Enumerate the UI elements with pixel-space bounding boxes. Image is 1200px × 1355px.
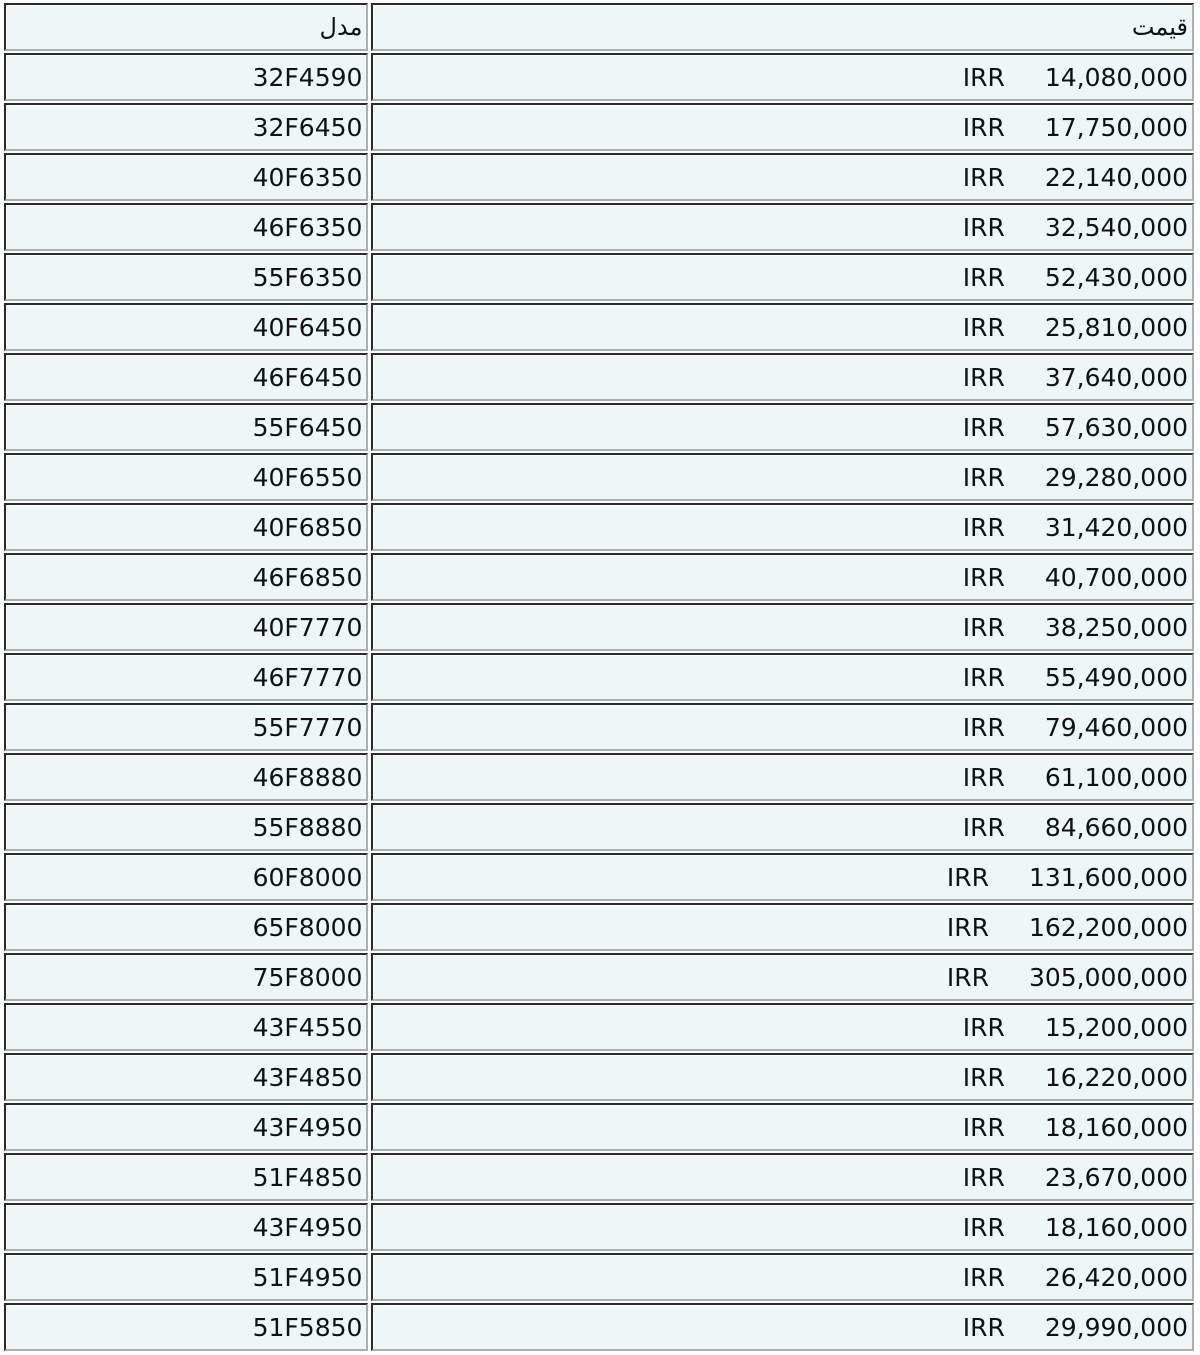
price-cell [371,53,1194,101]
table-row [4,503,1194,551]
price-amount: 31,420,000 [1044,512,1188,542]
currency-label: IRR [962,1112,1005,1142]
model-cell: 32F6450 [4,103,368,151]
currency-label: IRR [962,662,1005,692]
price-cell [371,953,1194,1001]
model-cell: 43F4950 [4,1203,368,1251]
model-cell: 43F4850 [4,1053,368,1101]
price-amount: 23,670,000 [1044,1162,1188,1192]
price-amount: 26,420,000 [1044,1262,1188,1292]
price-amount: 84,660,000 [1044,812,1188,842]
currency-label: IRR [962,512,1005,542]
price-table [1,1,1197,1353]
table-row [4,1203,1194,1251]
price-amount: 14,080,000 [1044,62,1188,92]
price-amount: 29,990,000 [1044,1312,1188,1342]
currency-label: IRR [962,112,1005,142]
table-row [4,753,1194,801]
table-header-row [4,3,1194,51]
currency-label: IRR [962,162,1005,192]
currency-label: IRR [962,362,1005,392]
table-row [4,203,1194,251]
currency-label: IRR [946,962,989,992]
header-model: مدل [4,3,368,51]
price-amount: 55,490,000 [1044,662,1188,692]
currency-label: IRR [962,1162,1005,1192]
price-amount: 18,160,000 [1044,1112,1188,1142]
price-amount: 131,600,000 [1028,862,1188,892]
model-cell: 75F8000 [4,953,368,1001]
price-amount: 79,460,000 [1044,712,1188,742]
table-row [4,603,1194,651]
model-cell: 40F6850 [4,503,368,551]
currency-label: IRR [946,912,989,942]
currency-label: IRR [962,412,1005,442]
price-cell [371,103,1194,151]
model-cell: 40F6350 [4,153,368,201]
price-amount: 16,220,000 [1044,1062,1188,1092]
price-cell [371,1053,1194,1101]
currency-label: IRR [962,62,1005,92]
model-cell: 55F6450 [4,403,368,451]
currency-label: IRR [962,762,1005,792]
price-cell [371,153,1194,201]
price-amount: 40,700,000 [1044,562,1188,592]
model-cell: 40F6550 [4,453,368,501]
table-row [4,1053,1194,1101]
price-amount: 305,000,000 [1028,962,1188,992]
model-cell: 40F7770 [4,603,368,651]
table-row [4,903,1194,951]
price-cell [371,1203,1194,1251]
currency-label: IRR [962,1312,1005,1342]
table-row [4,53,1194,101]
price-amount: 52,430,000 [1044,262,1188,292]
table-row [4,1003,1194,1051]
model-cell: 43F4550 [4,1003,368,1051]
price-cell [371,753,1194,801]
model-cell: 60F8000 [4,853,368,901]
price-amount: 32,540,000 [1044,212,1188,242]
price-amount: 15,200,000 [1044,1012,1188,1042]
price-amount: 25,810,000 [1044,312,1188,342]
currency-label: IRR [962,212,1005,242]
table-row [4,1103,1194,1151]
price-cell [371,353,1194,401]
table-row [4,1153,1194,1201]
currency-label: IRR [962,1062,1005,1092]
price-cell [371,1253,1194,1301]
table-row [4,953,1194,1001]
model-cell: 51F5850 [4,1303,368,1351]
price-cell [371,903,1194,951]
currency-label: IRR [962,712,1005,742]
table-row [4,253,1194,301]
model-cell: 46F6850 [4,553,368,601]
price-amount: 18,160,000 [1044,1212,1188,1242]
table-row [4,403,1194,451]
currency-label: IRR [962,812,1005,842]
table-row [4,803,1194,851]
table-row [4,1253,1194,1301]
table-row [4,353,1194,401]
currency-label: IRR [962,612,1005,642]
model-cell: 51F4950 [4,1253,368,1301]
price-cell [371,1103,1194,1151]
currency-label: IRR [962,462,1005,492]
currency-label: IRR [962,1212,1005,1242]
price-amount: 61,100,000 [1044,762,1188,792]
currency-label: IRR [962,312,1005,342]
model-cell: 46F6450 [4,353,368,401]
currency-label: IRR [962,1012,1005,1042]
price-cell [371,703,1194,751]
price-cell [371,653,1194,701]
price-amount: 38,250,000 [1044,612,1188,642]
model-cell: 40F6450 [4,303,368,351]
model-cell: 43F4950 [4,1103,368,1151]
price-cell [371,1153,1194,1201]
model-cell: 51F4850 [4,1153,368,1201]
table-row [4,653,1194,701]
currency-label: IRR [962,562,1005,592]
model-cell: 65F8000 [4,903,368,951]
price-cell [371,1003,1194,1051]
model-cell: 55F6350 [4,253,368,301]
table-row [4,853,1194,901]
table-row [4,303,1194,351]
price-table-body [4,3,1194,1351]
table-row [4,1303,1194,1351]
table-row [4,153,1194,201]
price-amount: 57,630,000 [1044,412,1188,442]
currency-label: IRR [962,262,1005,292]
price-cell [371,553,1194,601]
model-cell: 46F8880 [4,753,368,801]
model-cell: 46F7770 [4,653,368,701]
price-cell [371,853,1194,901]
price-amount: 29,280,000 [1044,462,1188,492]
currency-label: IRR [962,1262,1005,1292]
price-cell [371,603,1194,651]
price-cell [371,203,1194,251]
header-price: قیمت [371,3,1194,51]
price-amount: 22,140,000 [1044,162,1188,192]
model-cell: 32F4590 [4,53,368,101]
table-row [4,703,1194,751]
currency-label: IRR [946,862,989,892]
price-amount: 162,200,000 [1028,912,1188,942]
model-cell: 55F8880 [4,803,368,851]
table-row [4,453,1194,501]
price-cell [371,803,1194,851]
price-amount: 17,750,000 [1044,112,1188,142]
model-cell: 46F6350 [4,203,368,251]
price-cell [371,303,1194,351]
model-cell: 55F7770 [4,703,368,751]
price-cell [371,1303,1194,1351]
table-row [4,103,1194,151]
price-cell [371,253,1194,301]
price-cell [371,453,1194,501]
price-amount: 37,640,000 [1044,362,1188,392]
price-cell [371,403,1194,451]
price-cell [371,503,1194,551]
table-row [4,553,1194,601]
